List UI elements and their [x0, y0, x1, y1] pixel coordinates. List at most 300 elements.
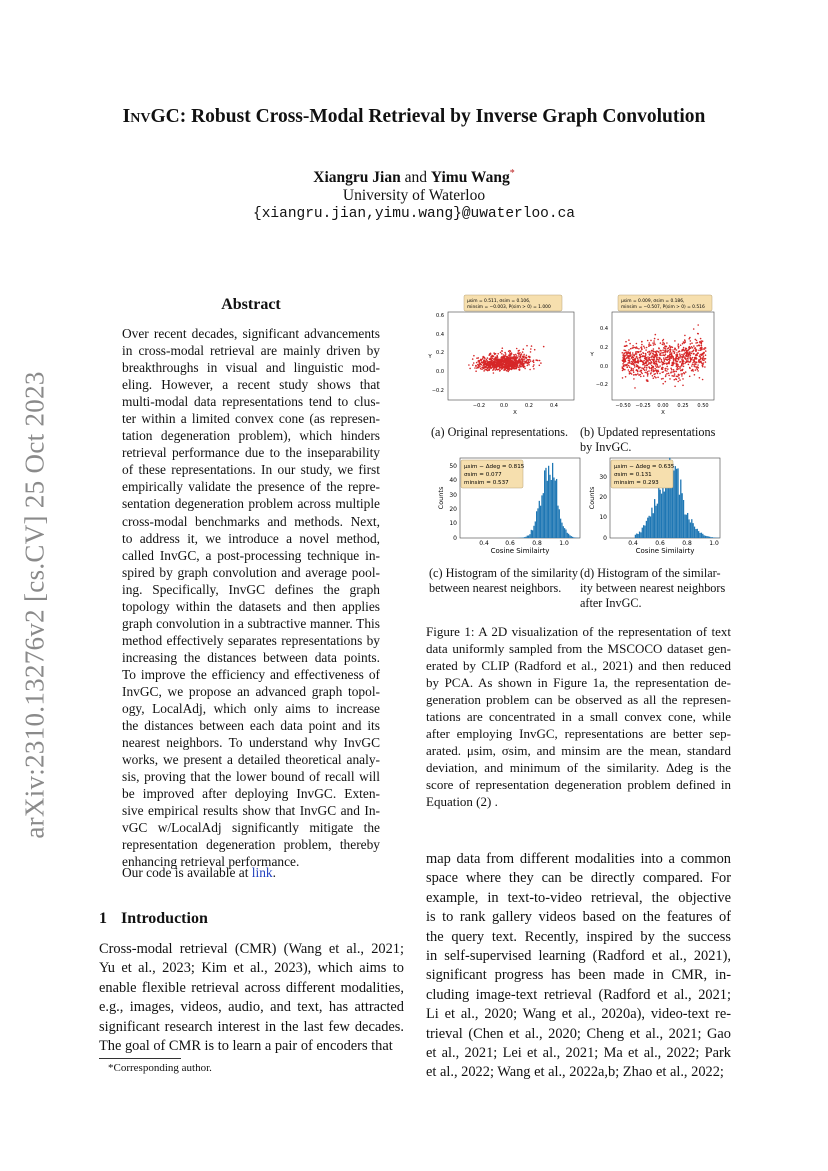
scatter-point — [672, 358, 674, 360]
scatter-point — [672, 365, 674, 367]
scatter-point — [684, 335, 686, 337]
scatter-point — [661, 378, 663, 380]
scatter-point — [482, 365, 484, 367]
histogram-bar — [710, 537, 711, 538]
scatter-point — [674, 347, 676, 349]
scatter-point — [478, 357, 480, 359]
scatter-point — [673, 359, 675, 361]
scatter-point — [625, 345, 627, 347]
scatter-point — [678, 377, 680, 379]
svg-text:−0.2: −0.2 — [472, 403, 486, 409]
svg-text:μsim − Δdeg = 0.635: μsim − Δdeg = 0.635 — [614, 464, 675, 470]
histogram-bar — [533, 526, 534, 538]
histogram-bar — [556, 479, 557, 538]
scatter-point — [506, 360, 508, 362]
scatter-point — [528, 364, 530, 366]
scatter-point — [479, 364, 481, 366]
scatter-point — [637, 357, 639, 359]
svg-text:0.2: 0.2 — [600, 345, 608, 351]
scatter-point — [497, 359, 499, 361]
scatter-point — [669, 345, 671, 347]
histogram-bar — [697, 529, 698, 538]
svg-text:0.4: 0.4 — [628, 540, 638, 547]
svg-text:20: 20 — [599, 494, 607, 501]
scatter-point — [519, 369, 521, 371]
histogram-bar — [680, 480, 681, 538]
scatter-point — [645, 353, 647, 355]
scatter-point — [694, 366, 696, 368]
abs-body-line: spired by graph convolution and average pool- — [122, 564, 380, 580]
abs-body-line: increasing the distances between data points. — [122, 649, 380, 665]
scatter-point — [645, 361, 647, 363]
figcap-line: Equation (2) . — [426, 794, 498, 809]
scatter-point — [518, 366, 520, 368]
svg-text:minsim = 0.293: minsim = 0.293 — [614, 480, 659, 486]
scatter-point — [671, 352, 673, 354]
histogram-bar — [677, 468, 678, 538]
scatter-point — [626, 364, 628, 366]
scatter-point — [511, 366, 513, 368]
scatter-point — [686, 352, 688, 354]
scatter-point — [494, 367, 496, 369]
figcap-line: erated by CLIP (Radford et al., 2021) and then reduced — [426, 658, 731, 673]
code-link[interactable]: link — [251, 865, 273, 880]
scatter-point — [696, 354, 698, 356]
scatter-point — [667, 356, 669, 358]
abs-body-line: ing. Specifically, InvGC defines the graph — [122, 581, 380, 597]
svg-text:Cosine Similairty: Cosine Similairty — [490, 547, 550, 555]
scatter-point — [647, 356, 649, 358]
scatter-point — [478, 367, 480, 369]
scatter-point — [478, 360, 480, 362]
scatter-point — [638, 348, 640, 350]
scatter-point — [633, 347, 635, 349]
scatter-point — [660, 342, 662, 344]
scatter-point — [663, 357, 665, 359]
abstract-body — [122, 325, 380, 871]
scatter-point — [656, 361, 658, 363]
histogram-bar — [642, 528, 643, 538]
scatter-point — [644, 369, 646, 371]
intro-line: enable flexible retrieval across different modalities, — [99, 979, 404, 996]
histogram-bar — [536, 511, 537, 538]
scatter-point — [641, 341, 643, 343]
scatter-point — [659, 373, 661, 375]
scatter-point — [517, 352, 519, 354]
scatter-point — [704, 347, 706, 349]
scatter-point — [524, 356, 526, 358]
scatter-point — [675, 360, 677, 362]
scatter-point — [648, 363, 650, 365]
histogram-bar — [565, 530, 566, 538]
figcap-line: generation problem can be observed as all the represen- — [426, 692, 731, 707]
scatter-point — [672, 356, 674, 358]
scatter-point — [683, 354, 685, 356]
scatter-point — [658, 357, 660, 359]
svg-text:1.0: 1.0 — [709, 540, 719, 547]
scatter-point — [672, 371, 674, 373]
histogram-bar — [683, 500, 684, 538]
scatter-point — [679, 379, 681, 381]
scatter-point — [652, 353, 654, 355]
scatter-point — [629, 358, 631, 360]
scatter-point — [632, 356, 634, 358]
scatter-point — [662, 342, 664, 344]
scatter-point — [486, 365, 488, 367]
scatter-point — [667, 368, 669, 370]
histogram-bar — [644, 526, 645, 538]
scatter-point — [647, 371, 649, 373]
scatter-point — [702, 340, 704, 342]
scatter-point — [663, 344, 665, 346]
scatter-point — [694, 361, 696, 363]
scatter-point — [533, 368, 535, 370]
histogram-bar — [704, 535, 705, 538]
scatter-point — [677, 356, 679, 358]
rcol-line: the query text. Recently, inspired by the success — [426, 928, 731, 945]
scatter-point — [668, 375, 670, 377]
scatter-point — [644, 365, 646, 367]
scatter-point — [705, 358, 707, 360]
svg-text:0: 0 — [603, 535, 607, 542]
scatter-point — [683, 372, 685, 374]
rcol-line: is to rank gallery videos based on the features of — [426, 909, 731, 926]
scatter-point — [681, 375, 683, 377]
scatter-point — [622, 354, 624, 356]
scatter-point — [623, 353, 625, 355]
histogram-bar — [698, 531, 699, 538]
abs-body-line: To improve the efficiency and effectiveness of — [122, 666, 380, 682]
scatter-point — [633, 368, 635, 370]
scatter-point — [483, 370, 485, 372]
scatter-point — [697, 352, 699, 354]
scatter-point — [652, 351, 654, 353]
abs-body-line: of these representations. In our study, we first — [122, 462, 380, 478]
figcap-line: deviation, and minimum of the similarity. Δdeg is the — [426, 760, 731, 775]
svg-text:0.4: 0.4 — [600, 326, 608, 332]
scatter-point — [623, 365, 625, 367]
intro-line: Cross-modal retrieval (CMR) (Wang et al., 2021; — [99, 941, 404, 957]
scatter-point — [645, 372, 647, 374]
histogram-bar — [655, 506, 656, 538]
scatter-point — [665, 376, 667, 378]
abs-body-line: sive empirical results show that InvGC and In- — [122, 803, 380, 819]
svg-text:−0.2: −0.2 — [595, 382, 608, 388]
scatter-point — [486, 359, 488, 361]
scatter-point — [641, 367, 643, 369]
scatter-point — [649, 357, 651, 359]
histogram-bar — [658, 488, 659, 538]
scatter-point — [681, 356, 683, 358]
scatter-point — [657, 339, 659, 341]
scatter-point — [625, 341, 627, 343]
scatter-point — [690, 358, 692, 360]
histogram-bar — [679, 495, 680, 538]
scatter-point — [533, 360, 535, 362]
scatter-point — [699, 356, 701, 358]
scatter-point — [666, 373, 668, 375]
scatter-point — [704, 366, 706, 368]
histogram-bar — [525, 537, 526, 538]
scatter-point — [655, 365, 657, 367]
histogram-bar — [651, 508, 652, 538]
scatter-point — [497, 353, 499, 355]
abstract-heading: Abstract — [221, 296, 281, 313]
svg-text:0.8: 0.8 — [682, 540, 692, 547]
scatter-point — [473, 355, 475, 357]
histogram-bar — [552, 463, 553, 538]
scatter-point — [522, 366, 524, 368]
scatter-point — [660, 350, 662, 352]
scatter-point — [700, 348, 702, 350]
scatter-point — [695, 369, 697, 371]
scatter-point — [502, 357, 504, 359]
scatter-point — [507, 359, 509, 361]
scatter-point — [683, 361, 685, 363]
scatter-point — [624, 361, 626, 363]
scatter-point — [520, 356, 522, 358]
scatter-point — [647, 360, 649, 362]
scatter-point — [669, 356, 671, 358]
svg-text:minsim = 0.537: minsim = 0.537 — [464, 480, 509, 486]
histogram-bar — [527, 536, 528, 538]
scatter-point — [696, 367, 698, 369]
histogram-bar — [675, 466, 676, 538]
scatter-point — [652, 355, 654, 357]
scatter-point — [650, 340, 652, 342]
svg-text:σsim = 0.077: σsim = 0.077 — [464, 472, 502, 478]
scatter-point — [543, 346, 545, 348]
scatter-point — [697, 369, 699, 371]
histogram-bar — [662, 483, 663, 538]
histogram-bar — [702, 534, 703, 538]
scatter-point — [683, 366, 685, 368]
scatter-point — [649, 342, 651, 344]
histogram-bar — [693, 523, 694, 538]
svg-text:μsim − Δdeg = 0.815: μsim − Δdeg = 0.815 — [464, 464, 525, 470]
histogram-bar — [688, 519, 689, 538]
histogram-bar — [563, 526, 564, 538]
histogram-bar — [661, 494, 662, 538]
scatter-point — [517, 362, 519, 364]
svg-text:0.6: 0.6 — [436, 313, 444, 319]
histogram-bar — [636, 534, 637, 539]
scatter-point — [637, 366, 639, 368]
scatter-point — [489, 366, 491, 368]
paper-title: InvGC: Robust Cross-Modal Retrieval by Inverse Graph Convolution — [122, 106, 706, 127]
scatter-point — [699, 345, 701, 347]
scatter-point — [685, 349, 687, 351]
scatter-point — [527, 365, 529, 367]
panel-b-stat-1: μsim = 0.009, σsim = 0.186, — [621, 299, 685, 304]
scatter-point — [646, 369, 648, 371]
scatter-point — [688, 349, 690, 351]
scatter-point — [480, 360, 482, 362]
scatter-point — [495, 356, 497, 358]
svg-text:Cosine Similairty: Cosine Similairty — [635, 547, 695, 555]
scatter-point — [523, 348, 525, 350]
scatter-point — [539, 360, 541, 362]
scatter-point — [670, 368, 672, 370]
scatter-point — [487, 364, 489, 366]
scatter-point — [689, 353, 691, 355]
scatter-point — [501, 360, 503, 362]
scatter-point — [656, 364, 658, 366]
scatter-point — [627, 351, 629, 353]
scatter-point — [682, 385, 684, 387]
scatter-point — [625, 355, 627, 357]
subcaption-b: (b) Updated representations by InvGC. — [580, 425, 716, 454]
scatter-point — [705, 350, 707, 352]
scatter-point — [528, 356, 530, 358]
rcol-line: map data from different modalities into a common — [426, 851, 731, 867]
abs-body-line: in cross-modal retrieval are mainly driven by — [122, 343, 380, 359]
scatter-point — [662, 367, 664, 369]
scatter-point — [633, 355, 635, 357]
histogram-bar — [643, 525, 644, 538]
scatter-point — [476, 367, 478, 369]
scatter-point — [520, 355, 522, 357]
scatter-point — [532, 366, 534, 368]
histogram-bar — [528, 535, 529, 538]
scatter-point — [682, 343, 684, 345]
scatter-point — [527, 362, 529, 364]
scatter-point — [521, 359, 523, 361]
scatter-point — [499, 366, 501, 368]
scatter-point — [646, 347, 648, 349]
scatter-point — [665, 353, 667, 355]
scatter-point — [672, 349, 674, 351]
histogram-bar — [653, 513, 654, 538]
scatter-point — [655, 351, 657, 353]
rcol-line: et al., 2021; Lei et al., 2021; Ma et al., 2022; Park — [426, 1045, 731, 1062]
svg-text:40: 40 — [449, 477, 457, 484]
scatter-point — [679, 353, 681, 355]
scatter-point — [654, 376, 656, 378]
scatter-point — [630, 355, 632, 357]
arxiv-stamp: arXiv:2310.13276v2 [cs.CV] 25 Oct 2023 — [19, 371, 50, 839]
histogram-bar — [694, 527, 695, 538]
scatter-point — [657, 351, 659, 353]
scatter-point — [660, 355, 662, 357]
right-column-paragraph — [426, 850, 731, 1083]
scatter-point — [650, 361, 652, 363]
histogram-bar — [684, 514, 685, 538]
scatter-point — [677, 358, 679, 360]
subcaption-d: (d) Histogram of the similar- ity between nearest neighbors after InvGC. — [580, 566, 726, 610]
scatter-point — [533, 364, 535, 366]
scatter-point — [676, 368, 678, 370]
scatter-point — [677, 381, 679, 383]
scatter-point — [640, 356, 642, 358]
scatter-point — [502, 356, 504, 358]
abs-body-line: to address it, we introduce a novel method, — [122, 530, 380, 546]
author-1: Xiangru Jian — [313, 169, 401, 187]
scatter-point — [649, 359, 651, 361]
svg-text:X: X — [513, 410, 517, 416]
histogram-bar — [532, 530, 533, 538]
panel-a-stat-2: minsim = −0.003, P(sim > 0) = 1.000 — [467, 305, 551, 310]
svg-text:σsim = 0.131: σsim = 0.131 — [614, 472, 652, 478]
svg-text:0.00: 0.00 — [657, 403, 669, 409]
scatter-point — [507, 371, 509, 373]
scatter-point — [644, 347, 646, 349]
scatter-point — [640, 376, 642, 378]
scatter-point — [699, 354, 701, 356]
scatter-point — [522, 355, 524, 357]
histogram-bar — [555, 481, 556, 538]
panel-a-scatter — [427, 295, 574, 416]
scatter-point — [657, 370, 659, 372]
svg-text:30: 30 — [449, 492, 457, 499]
scatter-point — [626, 357, 628, 359]
scatter-point — [673, 369, 675, 371]
scatter-point — [677, 376, 679, 378]
scatter-point — [662, 349, 664, 351]
scatter-point — [684, 339, 686, 341]
scatter-point — [694, 374, 696, 376]
scatter-point — [654, 354, 656, 356]
scatter-point — [677, 345, 679, 347]
scatter-point — [628, 369, 630, 371]
scatter-point — [679, 368, 681, 370]
scatter-point — [701, 342, 703, 344]
svg-text:50: 50 — [449, 463, 457, 470]
scatter-point — [514, 354, 516, 356]
scatter-point — [700, 361, 702, 363]
scatter-point — [654, 373, 656, 375]
scatter-point — [534, 349, 536, 351]
scatter-point — [702, 379, 704, 381]
scatter-point — [661, 360, 663, 362]
scatter-point — [625, 376, 627, 378]
scatter-point — [658, 361, 660, 363]
scatter-point — [486, 363, 488, 365]
abs-body-line: graph convolution in a subtractive manner. This — [122, 615, 380, 631]
figcap-line: score of representation degeneration problem defined in — [426, 777, 731, 792]
scatter-point — [520, 366, 522, 368]
scatter-point — [643, 346, 645, 348]
scatter-point — [703, 362, 705, 364]
scatter-point — [643, 360, 645, 362]
scatter-point — [658, 359, 660, 361]
scatter-point — [668, 359, 670, 361]
histogram-bar — [708, 536, 709, 538]
scatter-point — [487, 357, 489, 359]
histogram-bar — [535, 521, 536, 538]
scatter-point — [522, 351, 524, 353]
scatter-point — [644, 356, 646, 358]
scatter-point — [491, 356, 493, 358]
scatter-point — [630, 348, 632, 350]
scatter-point — [688, 353, 690, 355]
panel-d-histogram — [588, 458, 720, 555]
scatter-point — [652, 342, 654, 344]
scatter-point — [666, 370, 668, 372]
scatter-point — [656, 367, 658, 369]
scatter-point — [688, 364, 690, 366]
scatter-point — [639, 354, 641, 356]
scatter-point — [647, 379, 649, 381]
scatter-point — [662, 383, 664, 385]
svg-text:0.0: 0.0 — [436, 369, 444, 375]
intro-line: Yu et al., 2023; Kim et al., 2023), which aims to — [99, 960, 404, 977]
scatter-point — [685, 355, 687, 357]
code-availability: Our code is available at link. — [122, 865, 276, 880]
scatter-point — [643, 375, 645, 377]
scatter-point — [699, 341, 701, 343]
scatter-point — [685, 358, 687, 360]
